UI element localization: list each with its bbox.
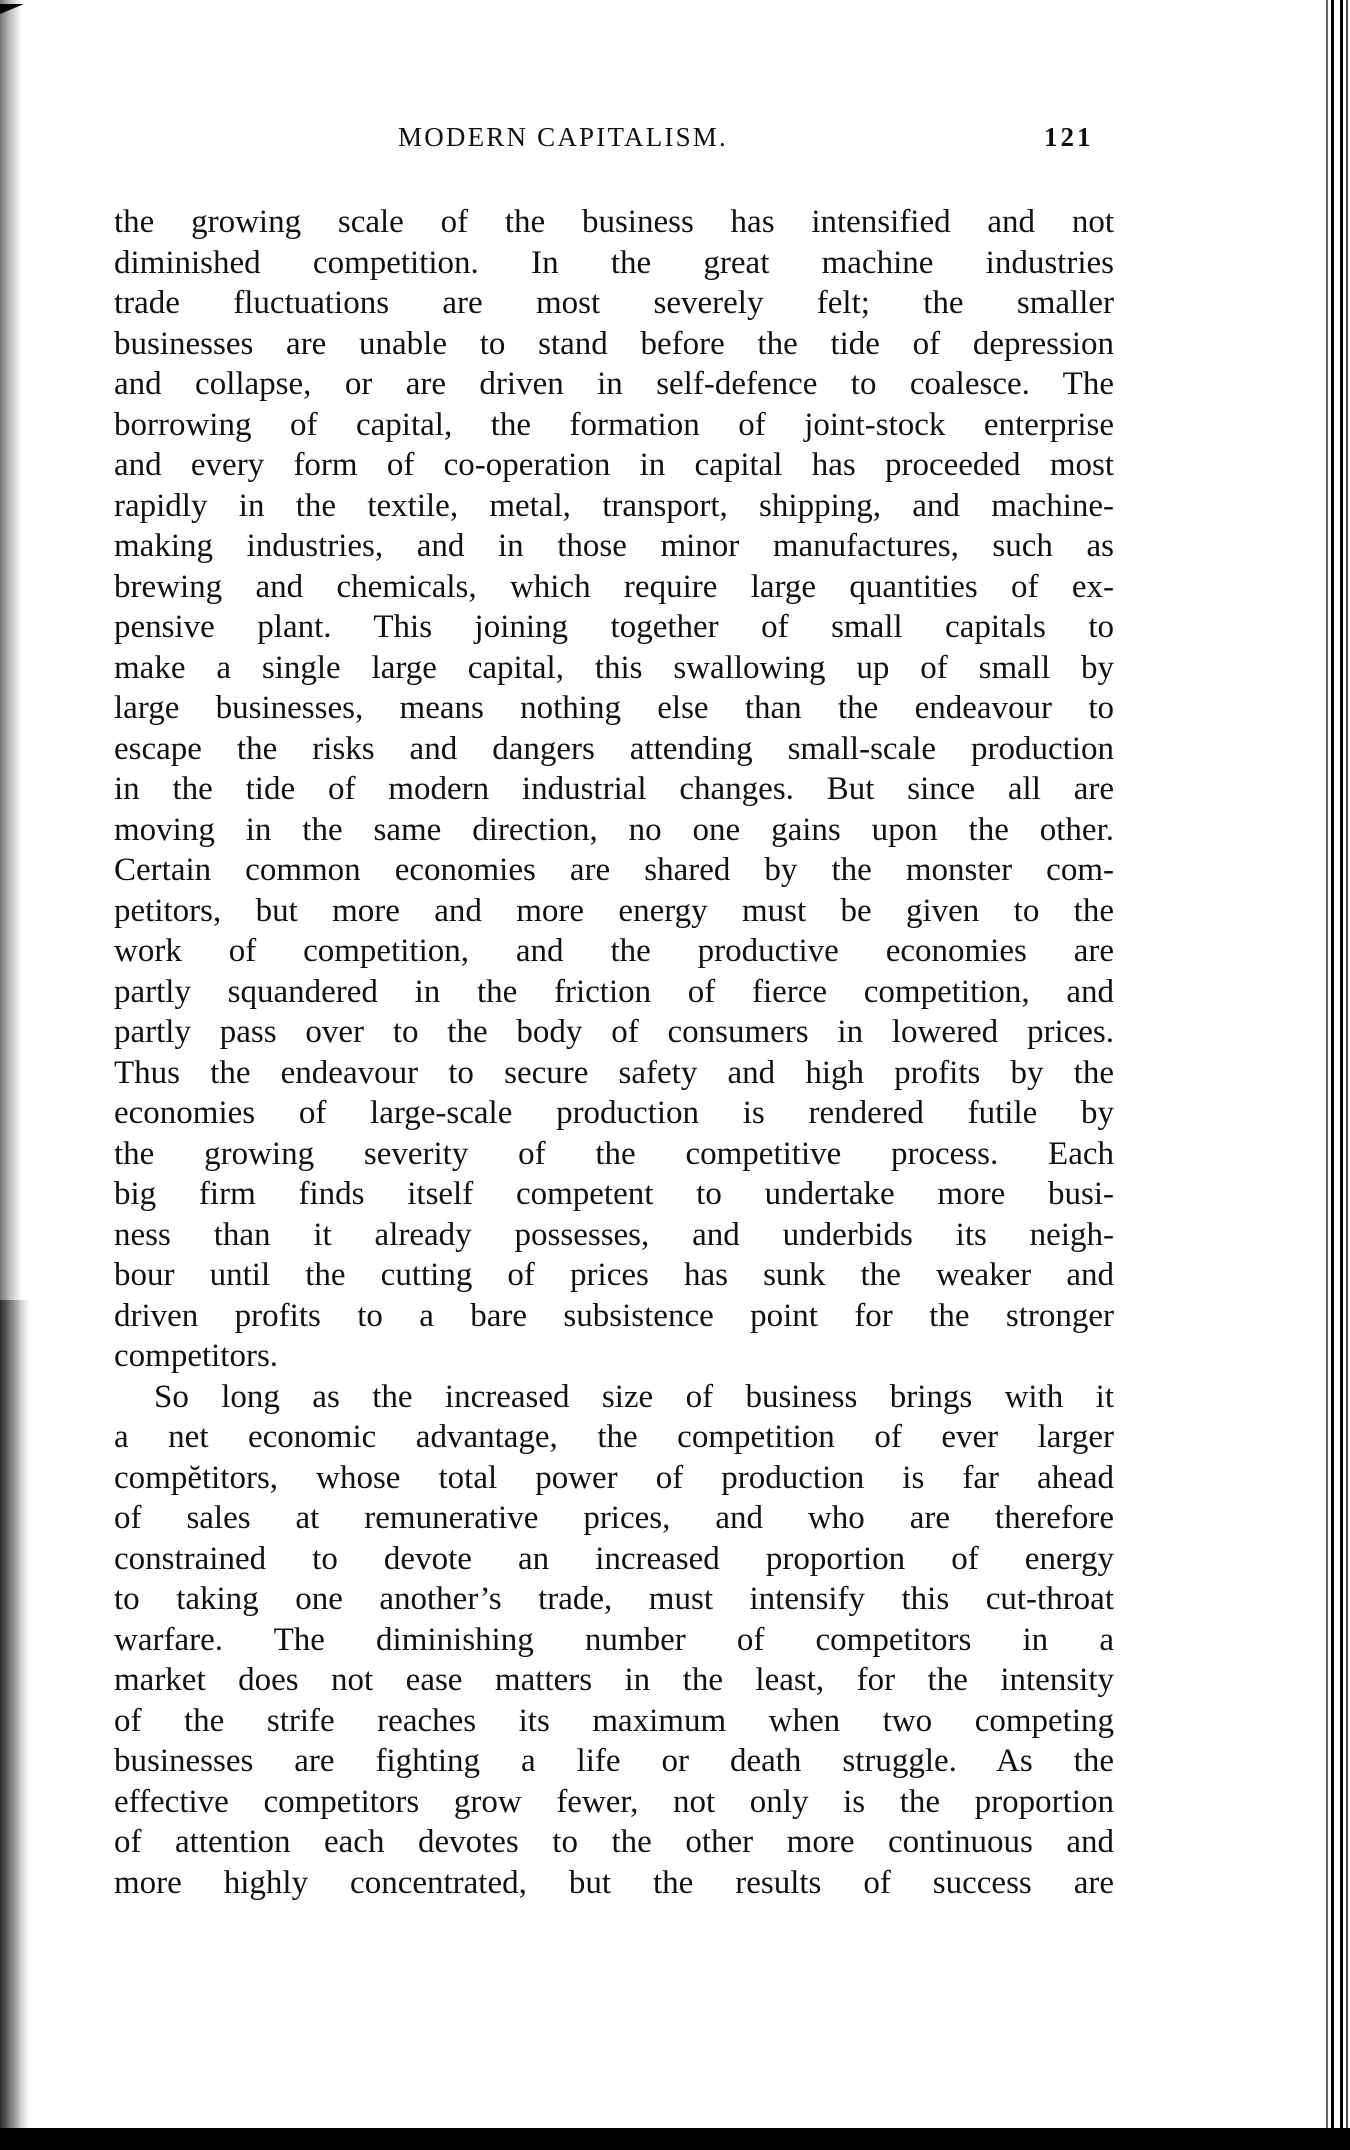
text-line: economies of large-scale production is rendered futile by [114, 1095, 1114, 1131]
text-line: driven profits to a bare subsistence point for the stronger [114, 1297, 1114, 1334]
text-line: diminished competition. In the great machine industries [114, 244, 1114, 281]
text-line: large businesses, means nothing else than the endeavour to [114, 690, 1114, 726]
text-line-paragraph-start: So long as the increased size of business brings with it [154, 1378, 1114, 1415]
scan-right-edge-line [1326, 0, 1328, 2128]
text-line: partly pass over to the body of consumers in lowered prices. [114, 1014, 1114, 1050]
text-line: and every form of co-operation in capital has proceeded most [114, 447, 1114, 483]
text-line: borrowing of capital, the formation of joint-stock enterprise [114, 406, 1114, 443]
scan-bottom-border [0, 2128, 1350, 2150]
running-head: MODERN CAPITALISM. [398, 122, 728, 152]
scan-right-edge-line [1340, 0, 1343, 2128]
text-line: Certain common economies are shared by the monster com- [114, 852, 1114, 888]
scan-left-edge-shadow-lower [0, 1300, 30, 2150]
text-line: businesses are fighting a life or death struggle. As the [114, 1743, 1114, 1779]
text-line: petitors, but more and more energy must be given to the [114, 892, 1114, 929]
text-line: a net economic advantage, the competition of ever larger [114, 1419, 1114, 1455]
text-line: brewing and chemicals, which require large quantities of ex- [114, 568, 1114, 605]
text-line: big firm finds itself competent to undertake more busi- [114, 1176, 1114, 1212]
text-line: and collapse, or are driven in self-defence to coalesce. The [114, 366, 1114, 402]
text-line: escape the risks and dangers attending small-scale production [114, 730, 1114, 767]
text-line: of sales at remunerative prices, and who are therefore [114, 1500, 1114, 1536]
text-line: constrained to devote an increased proportion of energy [114, 1540, 1114, 1577]
text-line: trade fluctuations are most severely felt; the smaller [114, 285, 1114, 321]
scan-right-edge-line [1346, 0, 1348, 2128]
text-line: moving in the same direction, no one gains upon the other. [114, 811, 1114, 848]
body-text [114, 202, 1114, 1903]
scan-right-edge-line [1331, 0, 1334, 2128]
text-line: rapidly in the textile, metal, transport, shipping, and machine- [114, 487, 1114, 524]
text-line: making industries, and in those minor manufactures, such as [114, 528, 1114, 564]
text-line: businesses are unable to stand before the tide of depression [114, 325, 1114, 362]
text-line: more highly concentrated, but the results of success are [114, 1864, 1114, 1901]
text-line: bour until the cutting of prices has sunk the weaker and [114, 1257, 1114, 1293]
text-line: make a single large capital, this swallowing up of small by [114, 649, 1114, 686]
text-line: of attention each devotes to the other more continuous and [114, 1824, 1114, 1860]
page-number: 121 [1044, 122, 1094, 152]
text-line: effective competitors grow fewer, not only is the proportion [114, 1783, 1114, 1820]
text-line: compĕtitors, whose total power of production is far ahead [114, 1459, 1114, 1496]
text-line: warfare. The diminishing number of competitors in a [114, 1621, 1114, 1658]
text-line-paragraph-end: competitors. [114, 1338, 279, 1374]
text-line: ness than it already possesses, and underbids its neigh- [114, 1216, 1114, 1253]
text-line: to taking one another’s trade, must intensify this cut-throat [114, 1581, 1114, 1617]
text-line: partly squandered in the friction of fierce competition, and [114, 973, 1114, 1010]
text-line: in the tide of modern industrial changes. But since all are [114, 771, 1114, 807]
text-line: market does not ease matters in the least, for the intensity [114, 1662, 1114, 1698]
text-line: the growing scale of the business has intensified and not [114, 204, 1114, 240]
text-line: pensive plant. This joining together of small capitals to [114, 609, 1114, 645]
text-line: of the strife reaches its maximum when two competing [114, 1702, 1114, 1739]
text-line: work of competition, and the productive economies are [114, 933, 1114, 969]
text-line: the growing severity of the competitive process. Each [114, 1135, 1114, 1172]
text-line: Thus the endeavour to secure safety and high profits by the [114, 1054, 1114, 1091]
